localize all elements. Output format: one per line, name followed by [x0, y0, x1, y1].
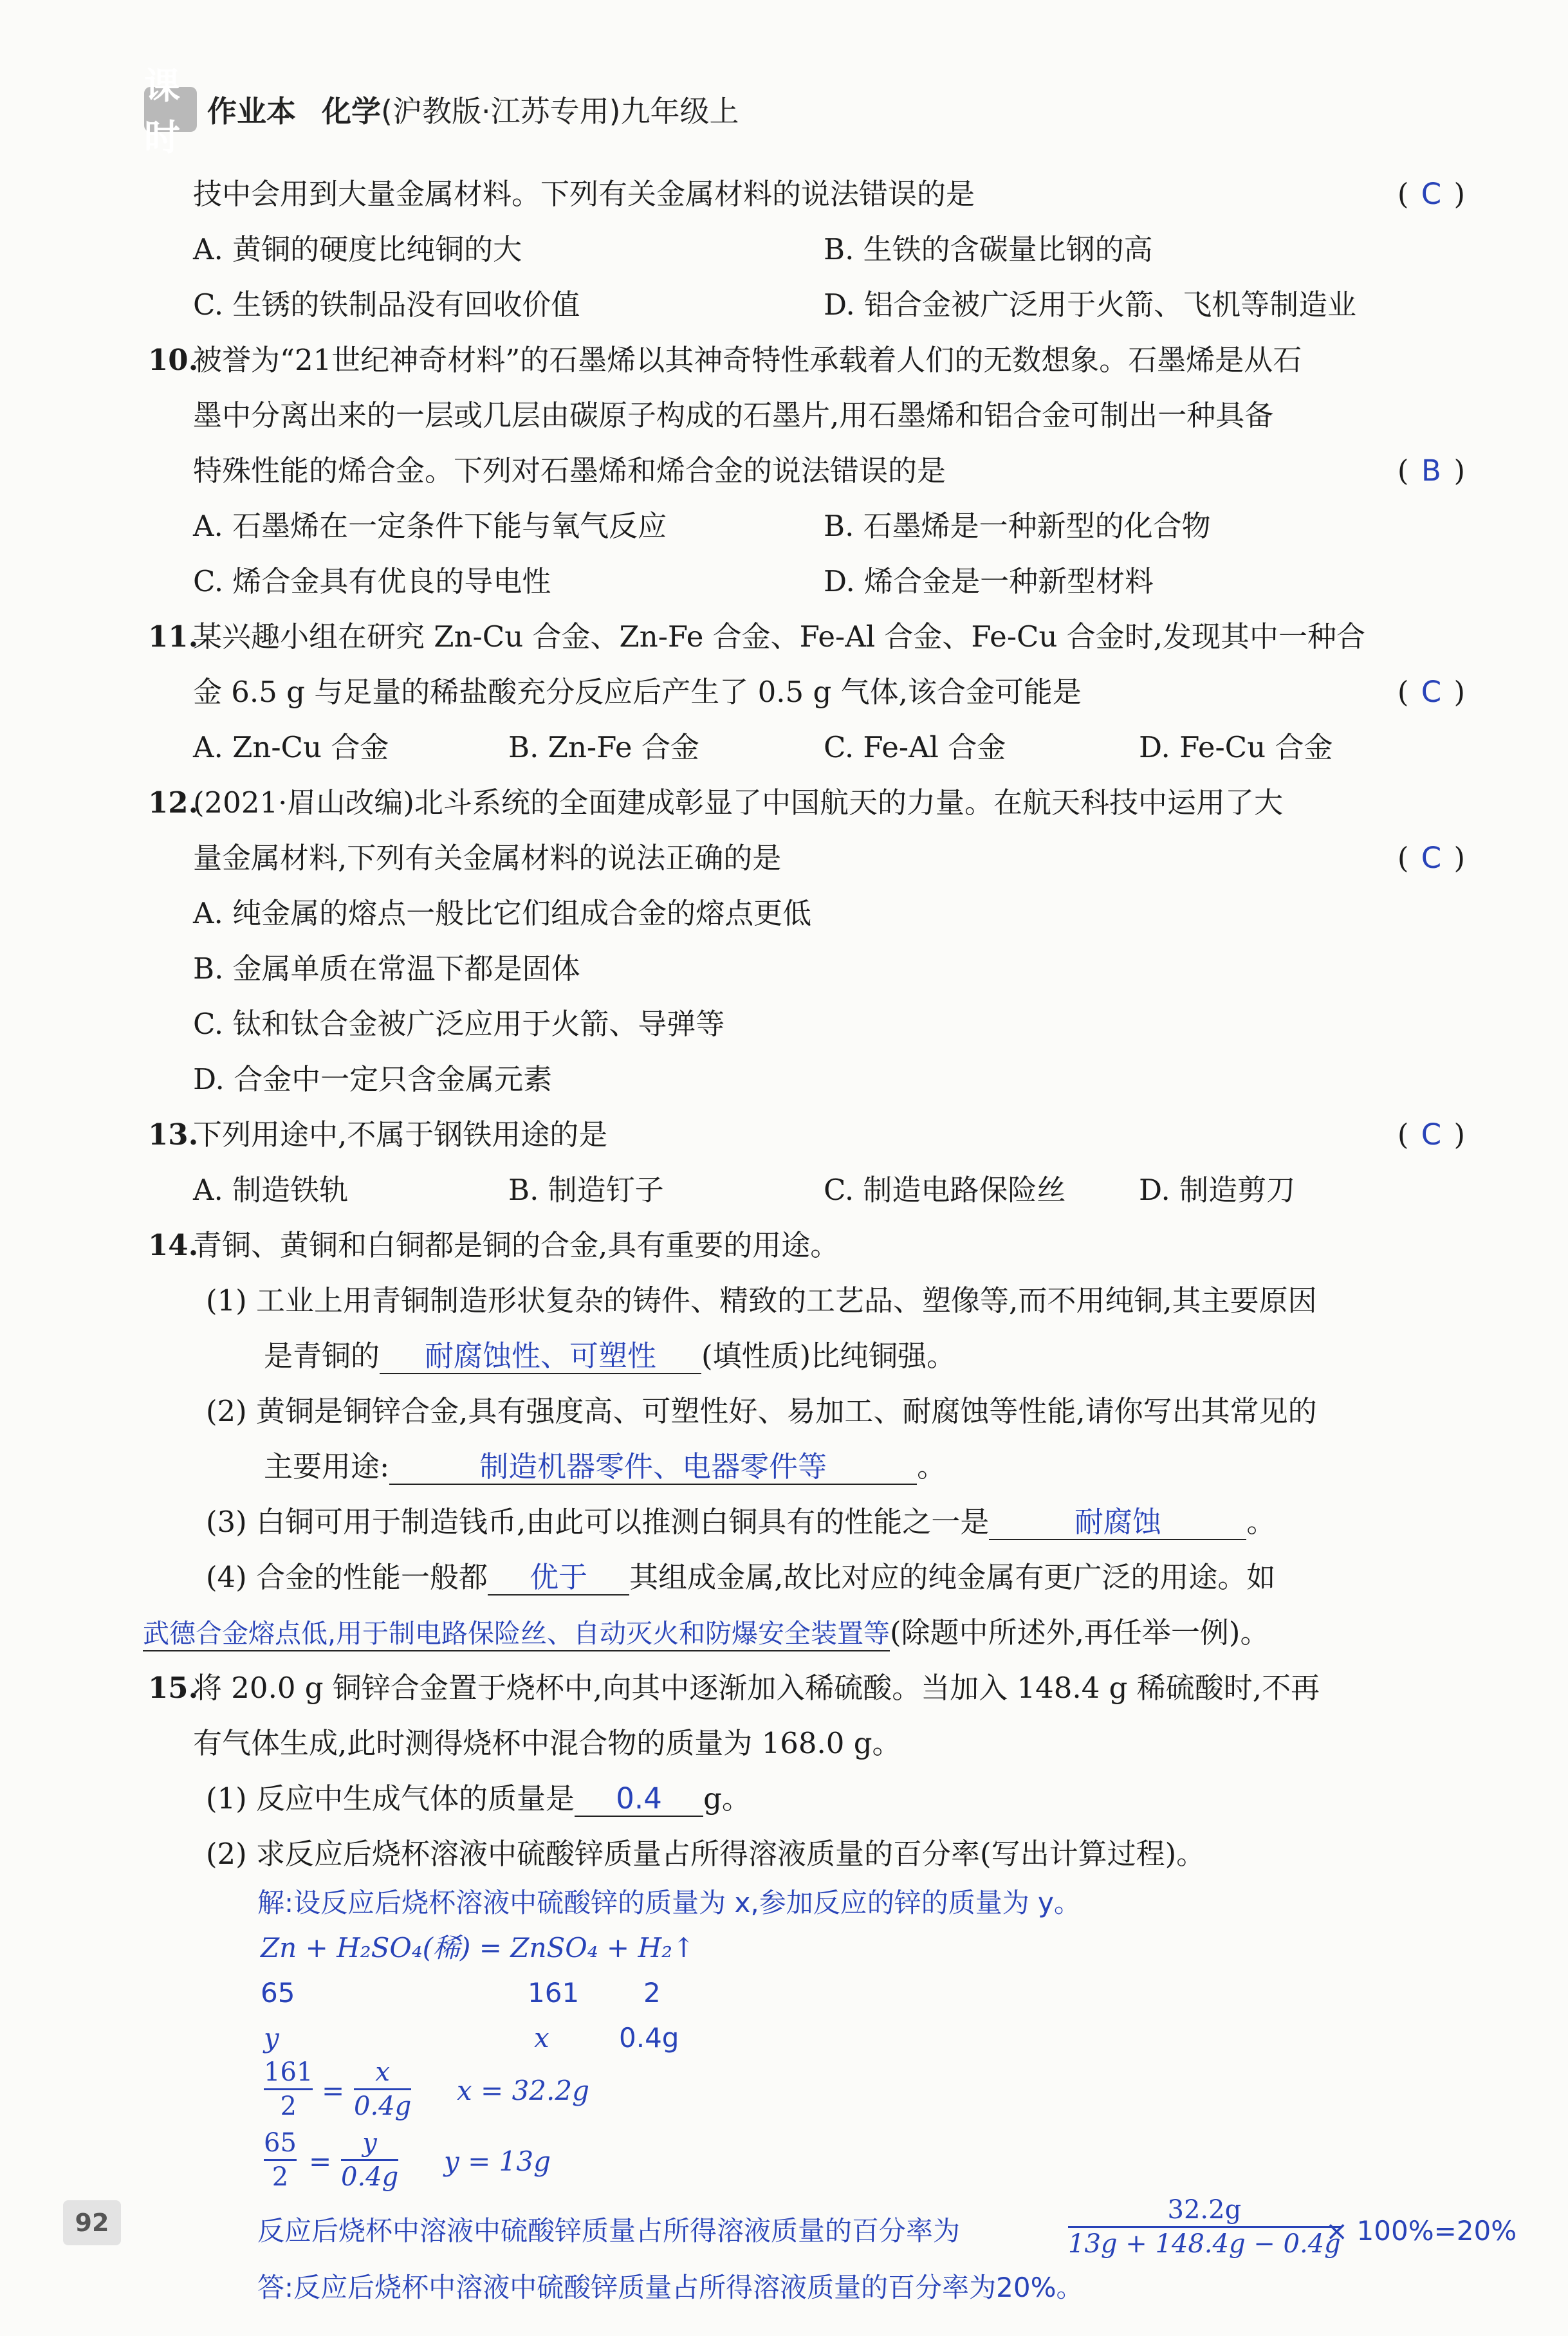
q13-option-b: B. 制造钉子	[508, 1173, 664, 1207]
q15-part1-blank: 0.4	[575, 1782, 703, 1817]
q9-option-c: C. 生锈的铁制品没有回收价值	[193, 288, 580, 322]
q14-part4-example-blank: 武德合金熔点低,用于制电路保险丝、自动灭火和防爆安全装置等	[143, 1617, 890, 1651]
q14-part2-blank: 制造机器零件、电器零件等	[389, 1450, 917, 1485]
book-subject: 化学(沪教版·江苏专用)九年级上	[322, 94, 739, 129]
q10-line-1: 10.被誉为“21世纪神奇材料”的石墨烯以其神奇特性承载着人们的无数想象。石墨烯是从石	[148, 343, 1302, 377]
solution-conclusion: 答:反应后烧杯中溶液中硫酸锌质量占所得溶液质量的百分率为20%。	[257, 2272, 1084, 2303]
q14-part4-blank: 优于	[488, 1561, 629, 1596]
q14-part4-line2: 武德合金熔点低,用于制电路保险丝、自动灭火和防爆安全装置等(除题中所述外,再任举一例)。	[143, 1614, 1269, 1652]
ratio1-left: 161 2	[264, 2057, 313, 2121]
ratio1-equals: =	[322, 2075, 345, 2106]
q14-stem: 14.青铜、黄铜和白铜都是铜的合金,具有重要的用途。	[148, 1228, 840, 1262]
ratio2-left: 65 2	[264, 2128, 297, 2192]
solution-intro: 解:设反应后烧杯溶液中硫酸锌的质量为 x,参加反应的锌的质量为 y。	[257, 1887, 1081, 1918]
solution-var-y: y	[264, 2022, 279, 2054]
q11-answer: ( C )	[1397, 675, 1465, 709]
q14-part2-line2: 主要用途: 制造机器零件、电器零件等 。	[264, 1449, 946, 1484]
book-logo	[144, 66, 296, 159]
q10-option-a: A. 石墨烯在一定条件下能与氧气反应	[193, 509, 667, 543]
percentage-fraction: 32.2g 13g + 148.4g − 0.4g	[1068, 2195, 1341, 2259]
ratio2-result: y = 13g	[444, 2146, 551, 2177]
q12-option-a: A. 纯金属的熔点一般比它们组成合金的熔点更低	[193, 896, 812, 930]
q14-part1-blank: 耐腐蚀性、可塑性	[380, 1339, 701, 1374]
q11-option-d: D. Fe-Cu 合金	[1139, 730, 1333, 764]
q13-option-d: D. 制造剪刀	[1139, 1173, 1296, 1207]
q12-line-2: 量金属材料,下列有关金属材料的说法正确的是	[193, 841, 782, 875]
logo-badge: 课时	[144, 87, 197, 132]
solution-h2-mass: 0.4g	[619, 2022, 679, 2054]
q13-option-c: C. 制造电路保险丝	[824, 1173, 1066, 1207]
q10-option-d: D. 烯合金是一种新型材料	[824, 564, 1154, 598]
q12-line-1: 12.(2021·眉山改编)北斗系统的全面建成彰显了中国航天的力量。在航天科技中运用了大	[148, 786, 1283, 820]
solution-equation: Zn + H₂SO₄(稀) = ZnSO₄ + H₂↑	[261, 1932, 696, 1964]
ratio1-right: x 0.4g	[354, 2057, 412, 2121]
solution-mass-znso4: 161	[528, 1977, 580, 2009]
q9-option-a: A. 黄铜的硬度比纯铜的大	[193, 232, 522, 266]
q15-line-1: 15.将 20.0 g 铜锌合金置于烧杯中,向其中逐渐加入稀硫酸。当加入 148.4 g 稀硫酸时,不再	[148, 1671, 1320, 1705]
q12-option-b: B. 金属单质在常温下都是固体	[193, 952, 580, 986]
q11-line-1: 11.某兴趣小组在研究 Zn-Cu 合金、Zn-Fe 合金、Fe-Al 合金、Fe-Cu 合金时,发现其中一种合	[148, 620, 1366, 654]
q9-stem: 技中会用到大量金属材料。下列有关金属材料的说法错误的是	[193, 177, 975, 211]
q13-answer: ( C )	[1397, 1117, 1465, 1152]
logo-suffix: 作业本	[207, 94, 296, 129]
q14-part1-line2: 是青铜的 耐腐蚀性、可塑性 (填性质)比纯铜强。	[264, 1339, 956, 1373]
q15-line-2: 有气体生成,此时测得烧杯中混合物的质量为 168.0 g。	[193, 1726, 901, 1760]
percentage-statement: 反应后烧杯中溶液中硫酸锌质量占所得溶液质量的百分率为	[257, 2215, 961, 2247]
q13-stem: 13.下列用途中,不属于钢铁用途的是	[148, 1117, 608, 1152]
q13-option-a: A. 制造铁轨	[193, 1173, 349, 1207]
page-number: 92	[63, 2200, 121, 2245]
q9-option-b: B. 生铁的含碳量比钢的高	[824, 232, 1153, 266]
q11-option-a: A. Zn-Cu 合金	[193, 730, 389, 764]
q12-option-c: C. 钛和钛合金被广泛应用于火箭、导弹等	[193, 1007, 725, 1041]
q10-line-2: 墨中分离出来的一层或几层由碳原子构成的石墨片,用石墨烯和铝合金可制出一种具备	[193, 398, 1274, 432]
ratio2-right: y 0.4g	[341, 2128, 399, 2192]
q10-option-b: B. 石墨烯是一种新型的化合物	[824, 509, 1211, 543]
q10-answer: ( B )	[1397, 454, 1465, 488]
q15-part2: (2) 求反应后烧杯溶液中硫酸锌质量占所得溶液质量的百分率(写出计算过程)。	[206, 1837, 1206, 1871]
q14-part2-line1: (2) 黄铜是铜锌合金,具有强度高、可塑性好、易加工、耐腐蚀等性能,请你写出其常见的	[206, 1394, 1317, 1428]
q9-answer: ( C )	[1397, 177, 1465, 211]
solution-var-x: x	[534, 2022, 549, 2054]
q11-option-c: C. Fe-Al 合金	[824, 730, 1006, 764]
q14-part3-blank: 耐腐蚀	[989, 1505, 1246, 1540]
q15-part1: (1) 反应中生成气体的质量是 0.4 g。	[206, 1781, 751, 1816]
q10-line-3: 特殊性能的烯合金。下列对石墨烯和烯合金的说法错误的是	[193, 454, 946, 488]
q9-option-d: D. 铝合金被广泛用于火箭、飞机等制造业	[824, 288, 1357, 322]
ratio1-result: x = 32.2g	[457, 2075, 589, 2106]
percentage-result: × 100%=20%	[1325, 2215, 1517, 2247]
solution-mass-zn: 65	[261, 1977, 295, 2009]
q12-answer: ( C )	[1397, 841, 1465, 875]
solution-mass-h2: 2	[643, 1977, 661, 2009]
ratio2-equals: =	[309, 2146, 332, 2177]
q11-line-2: 金 6.5 g 与足量的稀盐酸充分反应后产生了 0.5 g 气体,该合金可能是	[193, 675, 1082, 709]
q14-part3: (3) 白铜可用于制造钱币,由此可以推测白铜具有的性能之一是 耐腐蚀 。	[206, 1505, 1276, 1539]
q14-part1-line1: (1) 工业上用青铜制造形状复杂的铸件、精致的工艺品、塑像等,而不用纯铜,其主要原因	[206, 1283, 1317, 1318]
q12-option-d: D. 合金中一定只含金属元素	[193, 1062, 553, 1096]
q14-part4-line1: (4) 合金的性能一般都 优于 其组成金属,故比对应的纯金属有更广泛的用途。如	[206, 1560, 1276, 1594]
q11-option-b: B. Zn-Fe 合金	[508, 730, 699, 764]
q10-option-c: C. 烯合金具有优良的导电性	[193, 564, 551, 598]
page-header	[144, 66, 739, 159]
